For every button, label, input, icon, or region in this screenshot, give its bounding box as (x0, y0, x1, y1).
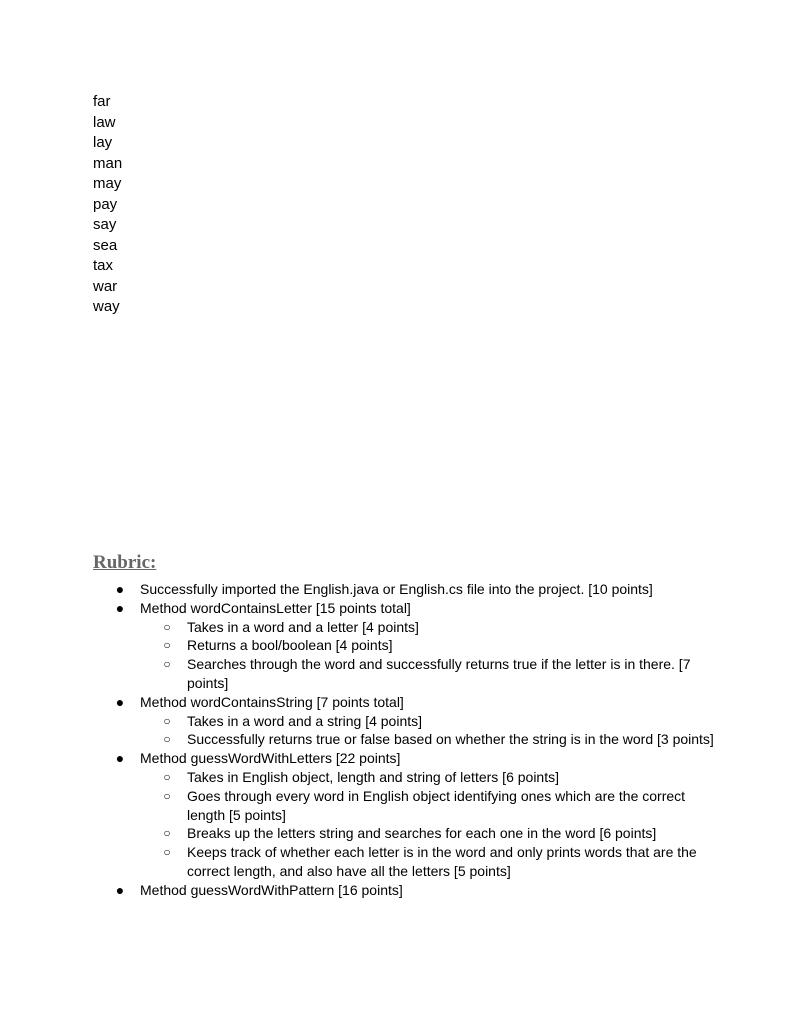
word-item: way (93, 298, 120, 315)
word-item: lay (93, 134, 113, 151)
rubric-subitem-text: Takes in a word and a string [4 points] (187, 712, 423, 729)
circle-bullet-icon: ○ (163, 769, 171, 784)
rubric-item (115, 881, 715, 900)
circle-bullet-icon: ○ (163, 788, 171, 803)
bullet-icon: ● (115, 581, 125, 597)
rubric-item-text: Method guessWordWithLetters [22 points] (140, 750, 401, 767)
word-item: man (93, 154, 123, 172)
rubric-subitem (162, 730, 715, 749)
circle-bullet-icon: ○ (163, 619, 171, 634)
rubric-sublist (140, 618, 715, 693)
word-item: far (93, 93, 111, 110)
bullet-icon: ● (115, 750, 125, 767)
rubric-subitem-text: Goes through every word in English object identifying ones which are the correct length [5 points] (187, 787, 686, 823)
rubric-subitem-text: Returns a bool/boolean [4 points] (187, 637, 393, 654)
circle-bullet-icon: ○ (163, 638, 171, 653)
word-item: say (93, 216, 117, 233)
rubric-item-text: Method wordContainsString [7 points total] (140, 693, 404, 710)
rubric-subitem-text: Successfully returns true or false based on whether the string is in the word [3 points] (187, 731, 714, 748)
word-item: pay (93, 195, 118, 213)
circle-bullet-icon: ○ (163, 657, 171, 672)
rubric-heading: Rubric: (93, 552, 157, 573)
rubric-subitem-text: Takes in English object, length and string of letters [6 points] (187, 768, 559, 785)
rubric-subitem-text: Searches through the word and successfully returns true if the letter is in there. [7 points] (187, 656, 691, 691)
rubric-sublist (140, 712, 715, 750)
word-item: law (93, 113, 116, 131)
rubric-subitem-text: Takes in a word and a letter [4 points] (187, 618, 419, 635)
rubric-sublist (140, 768, 715, 881)
circle-bullet-icon: ○ (163, 732, 171, 747)
word-item: war (93, 277, 118, 295)
rubric-subitem (162, 824, 715, 843)
rubric-subitem (162, 655, 715, 693)
rubric-subitem (162, 843, 715, 881)
bullet-icon: ● (115, 693, 125, 710)
word-item: sea (93, 236, 118, 254)
rubric-subitem (162, 787, 715, 825)
bullet-icon: ● (115, 881, 125, 898)
bullet-icon: ● (115, 599, 125, 616)
rubric-item (115, 599, 715, 693)
word-item: may (93, 175, 122, 192)
rubric-item-text: Method wordContainsLetter [15 points total] (140, 599, 411, 616)
rubric-item (115, 580, 715, 599)
rubric-item (115, 749, 715, 881)
circle-bullet-icon: ○ (163, 845, 171, 860)
word-item: tax (93, 257, 114, 274)
rubric-item (115, 693, 715, 749)
rubric-item-text: Successfully imported the English.java or English.cs file into the project. [10 points] (140, 581, 653, 597)
rubric-subitem (162, 712, 715, 731)
rubric-subitem-text: Keeps track of whether each letter is in the word and only prints words that are the correct length, and also have all the letters [5 points] (187, 844, 697, 879)
rubric-item-text: Method guessWordWithPattern [16 points] (140, 881, 403, 898)
rubric-subitem-text: Breaks up the letters string and searches for each one in the word [6 points] (187, 825, 657, 842)
rubric-subitem (162, 618, 715, 637)
rubric-subitem (162, 636, 715, 655)
circle-bullet-icon: ○ (163, 826, 171, 841)
word-list (93, 92, 122, 318)
circle-bullet-icon: ○ (163, 713, 171, 728)
rubric-subitem (162, 768, 715, 787)
rubric-list (115, 580, 715, 900)
